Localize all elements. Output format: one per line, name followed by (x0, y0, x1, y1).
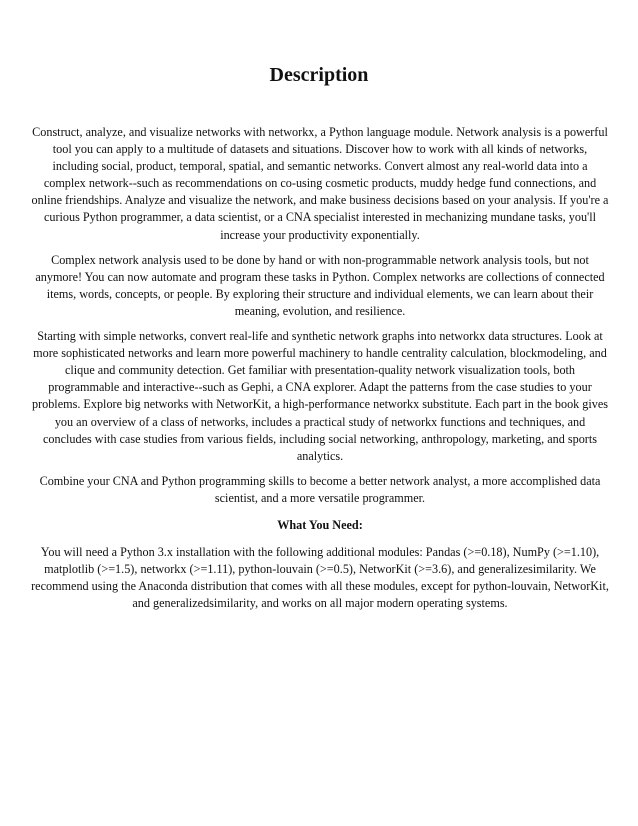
description-body (30, 124, 610, 620)
paragraph-starting-simple: Starting with simple networks, convert real-life and synthetic network graphs into networkx data structures. Look at more sophisticated networks and learn more powerful machinery to handle centrality calculation, blockmodeling, and clique and community detection. Get familiar with presentation-quality network visualization tools, both programmable and interactive--such as Gephi, a CNA explorer. Adapt the patterns from the case studies to your problems. Explore big networks with NetworKit, a high-performance networkx substitute. Each part in the book gives you an overview of a class of networks, includes a practical study of networkx functions and techniques, and concludes with case studies from various fields, including social networking, anthropology, marketing, and sports analytics. (31, 329, 609, 463)
section-heading-what-you-need: What You Need: (277, 517, 363, 532)
paragraph-intro: Construct, analyze, and visualize networks with networkx, a Python language module. Network analysis is a powerful tool you can apply to a multitude of datasets and situations. Discover how to work with all kinds of networks, including social, product, temporal, spatial, and semantic networks. Convert almost any real-world data into a complex network--such as recommendations on co-using cosmetic products, muddy hedge fund connections, and online friendships. Analyze and visualize the network, and make business decisions based on your analysis. If you're a curious Python programmer, a data scientist, or a CNA specialist interested in mechanizing mundane tasks, you'll increase your productivity exponentially. (31, 125, 609, 242)
paragraph-combine-skills: Combine your CNA and Python programming skills to become a better network analyst, a more accomplished data scientist, and a more versatile programmer. (39, 473, 601, 505)
page-title: Description (269, 64, 369, 86)
paragraph-requirements: You will need a Python 3.x installation with the following additional modules: Pandas (>=0.18), NumPy (>=1.10), matplotlib (>=1.5), networkx (>=1.11), python-louvain (>=0.5), NetworKit (>=3.6), and generalizesimilarity. We recommend using the Anaconda distribution that comes with all these modules, except for python-louvain, NetworKit, and generalizedsimilarity, and works on all major modern operating systems. (31, 544, 609, 611)
paragraph-complex-networks: Complex network analysis used to be done by hand or with non-programmable network analysis tools, but not anymore! You can now automate and program these tasks in Python. Complex networks are collections of connected items, words, concepts, or people. By exploring their structure and individual elements, we can learn about their meaning, evolution, and resilience. (35, 252, 605, 318)
